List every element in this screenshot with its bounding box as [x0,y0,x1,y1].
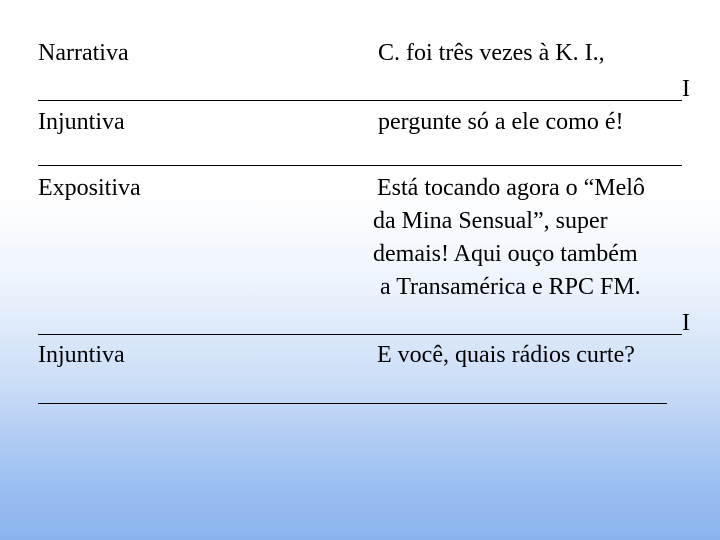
row-3-type-label: Expositiva [38,175,141,201]
separator-line-1 [38,100,682,101]
separator-mark-1: I [682,76,690,102]
separator-mark-2: I [682,310,690,336]
separator-line-3 [38,334,682,335]
row-2-type-label: Injuntiva [38,109,125,135]
row-3-text-line-2: da Mina Sensual”, super [373,208,608,234]
row-2-text-line-1: pergunte só a ele como é! [378,109,624,135]
row-3-text-line-3: demais! Aqui ouço também [373,241,638,267]
row-3-text-line-1: Está tocando agora o “Melô [377,175,645,201]
row-3-text-line-4: a Transamérica e RPC FM. [380,274,641,300]
row-4-type-label: Injuntiva [38,342,125,368]
separator-line-4 [38,403,667,404]
separator-line-2 [38,165,682,166]
row-4-text-line-1: E você, quais rádios curte? [377,342,635,368]
row-1-type-label: Narrativa [38,40,129,66]
row-1-text-line-1: C. foi três vezes à K. I., [378,40,605,66]
